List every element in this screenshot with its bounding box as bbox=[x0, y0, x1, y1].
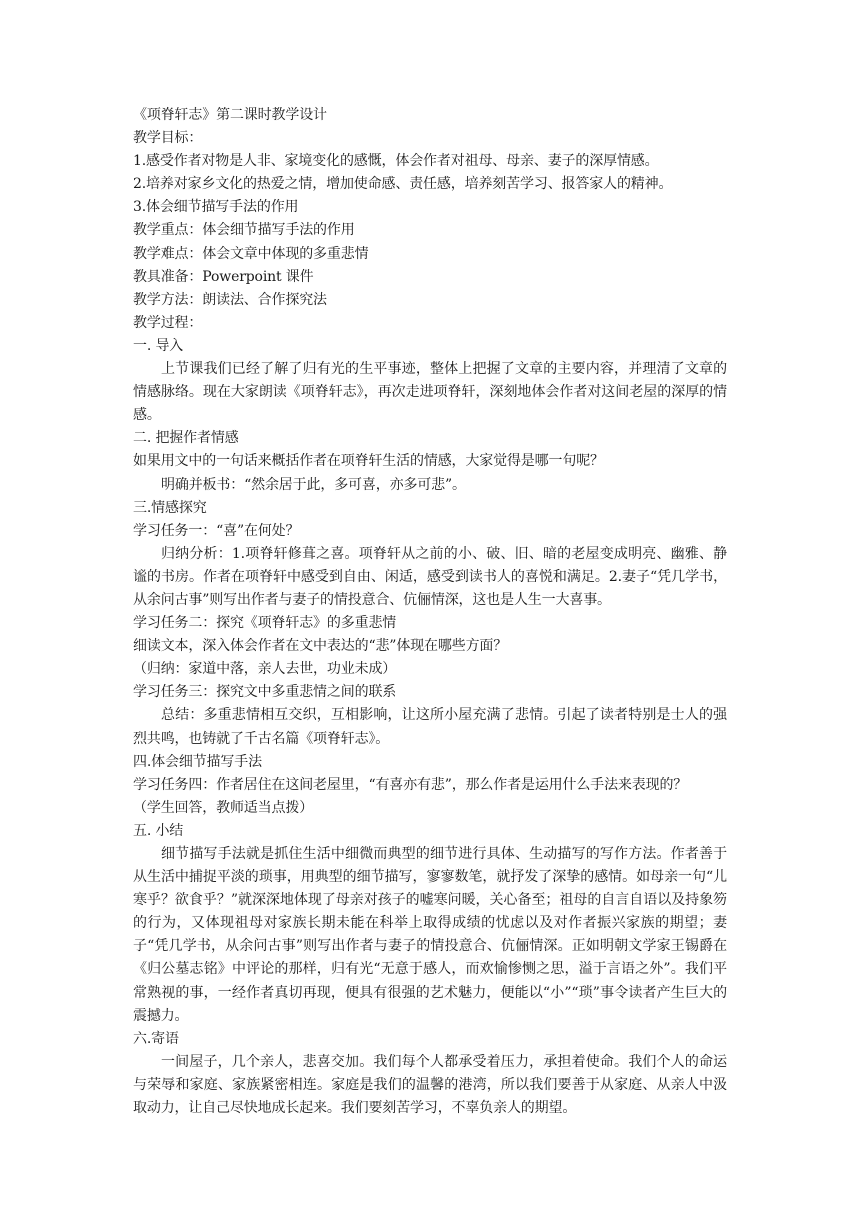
paragraph: 上节课我们已经了解了归有光的生平事迹，整体上把握了文章的主要内容，并理清了文章的情感脉络。现在大家朗读《项脊轩志》，再次走进项脊轩，深刻地体会作者对这间老屋的深厚的情感。 bbox=[133, 361, 727, 424]
task-note: （学生回答，教师适当点拨） bbox=[133, 799, 314, 816]
paragraph: 总结：多重悲情相互交织，互相影响，让这所小屋充满了悲情。引起了读者特别是士人的强烈共鸣，也铸就了千古名篇《项脊轩志》。 bbox=[133, 707, 727, 747]
document-title: 《项脊轩志》第二课时教学设计 bbox=[133, 107, 327, 123]
task: 学习任务二：探究《项脊轩志》的多重悲情 bbox=[133, 615, 397, 632]
task: 学习任务四：作者居住在这间老屋里，“有喜亦有悲”，那么作者是运用什么手法来表现的？ bbox=[133, 776, 688, 793]
task-detail: 细读文本，深入体会作者在文中表达的“悲”体现在哪些方面？ bbox=[133, 638, 508, 655]
paragraph: 细节描写手法就是抓住生活中细微而典型的细节进行具体、生动描写的写作方法。作者善于从生活中捕捉平淡的琐事，用典型的细节描写，寥寥数笔，就抒发了深挚的感情。如母亲一句“儿寒乎？欲食乎？”就深深地体现了母亲对孩子的嘘寒问暖，关心备至；祖母的自言自语以及持象笏的行为，又体现祖母对家族长期未能在科举上取得成绩的忧虑以及对作者振兴家族的期望；妻子“凭几学书，从余问古事”则写出作者与妻子的情投意合、伉俪情深。正如明朝文学家王锡爵在《归公墓志铭》中评论的那样，归有光“无意于感人，而欢愉惨恻之思，溢于言语之外”。我们平常熟视的事，一经作者真切再现，便具有很强的艺术魅力，便能以“小”“琐”事令读者产生巨大的震撼力。 bbox=[133, 846, 727, 1024]
objective-item: 2.培养对家乡文化的热爱之情，增加使命感、责任感，培养刻苦学习、报答家人的精神。 bbox=[133, 176, 673, 193]
paragraph: 一间屋子，几个亲人，悲喜交加。我们每个人都承受着压力，承担着使命。我们个人的命运与荣辱和家庭、家族紧密相连。家庭是我们的温馨的港湾，所以我们要善于从家庭、从亲人中汲取动力，让自己尽快地成长起来。我们要刻苦学习，不辜负亲人的期望。 bbox=[133, 1053, 727, 1117]
question: 如果用文中的一句话来概括作者在项脊轩生活的情感，大家觉得是哪一句呢？ bbox=[133, 453, 604, 470]
methods: 教学方法：朗读法、合作探究法 bbox=[133, 291, 327, 308]
process-heading: 教学过程： bbox=[133, 314, 203, 331]
key-point: 教学重点：体会细节描写手法的作用 bbox=[133, 222, 355, 239]
paragraph: 归纳分析：1.项脊轩修葺之喜。项脊轩从之前的小、破、旧、暗的老屋变成明亮、幽雅、静谧的书房。作者在项脊轩中感受到自由、闲适，感受到读书人的喜悦和满足。2.妻子“凭几学书，从余问古事”则写出作者与妻子的情投意合、伉俪情深，这也是人生一大喜事。 bbox=[133, 545, 727, 608]
section-heading: 四.体会细节描写手法 bbox=[133, 753, 262, 770]
section-heading: 六.寄语 bbox=[133, 1030, 179, 1047]
section-heading: 一. 导入 bbox=[133, 337, 184, 354]
section-heading: 三.情感探究 bbox=[133, 499, 207, 516]
objectives-heading: 教学目标： bbox=[133, 130, 203, 147]
document-page bbox=[133, 104, 727, 1120]
section-heading: 二. 把握作者情感 bbox=[133, 430, 239, 447]
difficulty: 教学难点：体会文章中体现的多重悲情 bbox=[133, 245, 369, 262]
answer: 明确并板书：“然余居于此，多可喜，亦多可悲”。 bbox=[161, 476, 466, 493]
objective-item: 3.体会细节描写手法的作用 bbox=[133, 199, 299, 216]
section-heading: 五. 小结 bbox=[133, 822, 184, 839]
task: 学习任务一：“喜”在何处？ bbox=[133, 522, 300, 539]
task-summary: （归纳：家道中落，亲人去世，功业未成） bbox=[133, 661, 397, 678]
materials: 教具准备：Powerpoint 课件 bbox=[133, 268, 314, 285]
task: 学习任务三：探究文中多重悲情之间的联系 bbox=[133, 684, 397, 701]
objective-item: 1.感受作者对物是人非、家境变化的感慨，体会作者对祖母、母亲、妻子的深厚情感。 bbox=[133, 153, 659, 170]
